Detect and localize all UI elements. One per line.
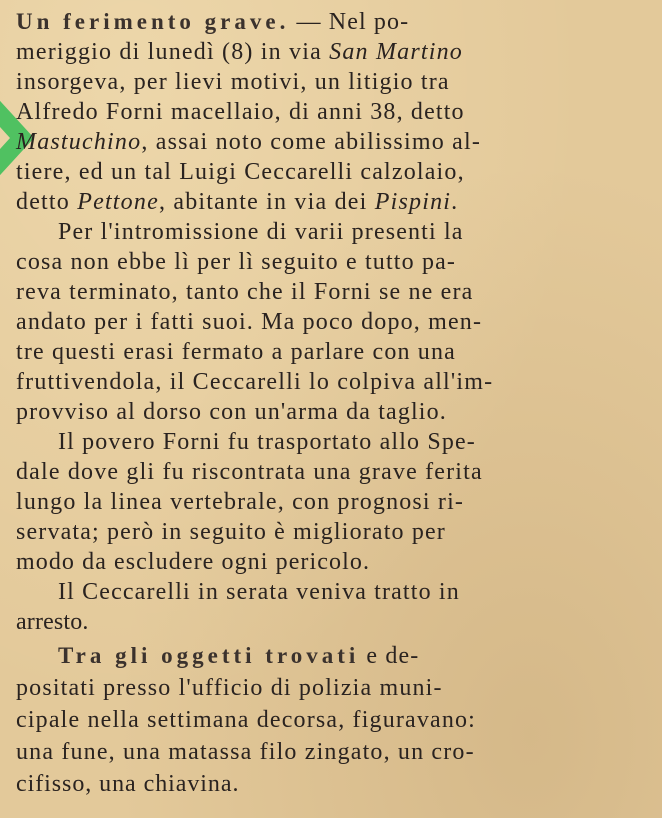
article1-line-14: Il povero Forni fu trasportato allo Spe-: [58, 429, 476, 455]
article1-line-12: fruttivendola, il Ceccarelli lo colpiva all'im-: [16, 369, 494, 395]
article1-line-19: Il Ceccarelli in serata veniva tratto in: [58, 579, 460, 605]
article1-line-10: andato per i fatti suoi. Ma poco dopo, men-: [16, 309, 483, 335]
article1-line-7: Per l'intromissione di varii presenti la: [58, 219, 464, 245]
article1-line-18: modo da escludere ogni pericolo.: [16, 549, 371, 575]
article1-line-15: dale dove gli fu riscontrata una grave ferita: [16, 459, 483, 485]
article1-headline: Un ferimento grave.: [16, 9, 290, 34]
article1-line-20: arresto.: [16, 609, 89, 635]
article1-line-16: lungo la linea vertebrale, con prognosi ri-: [16, 489, 465, 515]
article1-line-2: insorgeva, per lievi motivi, un litigio tra: [16, 69, 450, 95]
article1-line-0: Un ferimento grave. — Nel po-: [16, 9, 410, 35]
article2-line-4: cifisso, una chiavina.: [16, 771, 240, 797]
article1-line-1: meriggio di lunedì (8) in via San Martino: [16, 39, 463, 65]
article2-line-1: positati presso l'ufficio di polizia muni-: [16, 675, 443, 701]
article1-line-8: cosa non ebbe lì per lì seguito e tutto pa-: [16, 249, 457, 275]
article1-line-17: servata; però in seguito è migliorato per: [16, 519, 446, 545]
article1-line-9: reva terminato, tanto che il Forni se ne era: [16, 279, 474, 305]
article2-line-3: una fune, una matassa filo zingato, un cro-: [16, 739, 475, 765]
article2-line-2: cipale nella settimana decorsa, figuravano:: [16, 707, 477, 733]
article1-line-4: Mastuchino, assai noto come abilissimo al-: [16, 129, 482, 155]
article1-line-6: detto Pettone, abitante in via dei Pispini.: [16, 189, 459, 215]
article2-line-0: Tra gli oggetti trovati e de-: [58, 643, 420, 669]
article1-line-13: provviso al dorso con un'arma da taglio.: [16, 399, 447, 425]
article1-line-11: tre questi erasi fermato a parlare con una: [16, 339, 456, 365]
article2-headline: Tra gli oggetti trovati: [58, 643, 360, 668]
article1-line-5: tiere, ed un tal Luigi Ceccarelli calzolaio,: [16, 159, 465, 185]
article1-line-3: Alfredo Forni macellaio, di anni 38, detto: [16, 99, 465, 125]
